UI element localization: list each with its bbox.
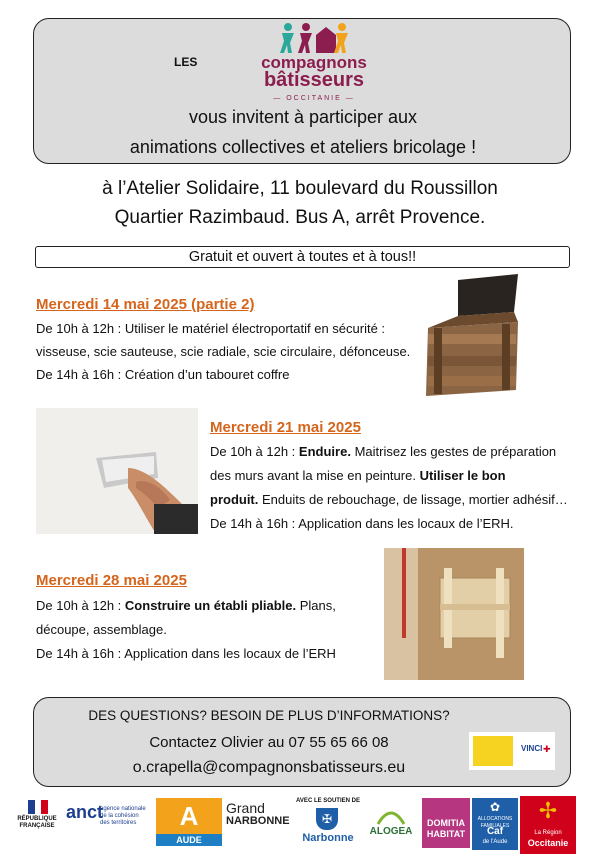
alogea-leaf-icon — [376, 806, 406, 826]
vinci-label: VINCI — [521, 744, 543, 753]
fondation-vinci-logo — [469, 732, 555, 770]
session-2-text-1: Maitrisez les gestes de préparation — [354, 444, 557, 459]
habitat-label: HABITAT — [426, 829, 466, 839]
alogea-logo — [366, 806, 416, 846]
domitia-label: DOMITIA — [427, 818, 465, 828]
session-2-bold-1: Enduire. — [298, 444, 351, 459]
folding-workbench-photo — [384, 548, 524, 680]
contact-phone[interactable]: Contactez Olivier au 07 55 65 66 08 — [149, 734, 389, 751]
anct-logo — [66, 802, 146, 842]
logo-name-line2: bâtisseurs — [263, 69, 365, 91]
session-1-date: Mercredi 14 mai 2025 (partie 2) — [36, 296, 255, 313]
caf-allocations-label: ALLOCATIONS FAMILIALES — [477, 816, 513, 829]
session-2-line-4 — [210, 516, 514, 531]
region-occitanie-logo — [520, 796, 576, 854]
session-1-line-3 — [36, 367, 289, 382]
session-1-text-1: Utiliser le matériel électroportatif en sécurité : — [124, 321, 386, 336]
session-1-time-am: De 10h à 12h : — [36, 321, 122, 336]
people-houses-icon — [244, 21, 384, 55]
free-banner: Gratuit et ouvert à toutes et à tous!! — [35, 246, 570, 268]
caf-flower-icon: ✿ — [489, 800, 501, 814]
marianne-icon — [28, 800, 48, 814]
ville-narbonne-logo — [296, 798, 360, 848]
session-3-line-2: découpe, assemblage. — [36, 622, 167, 637]
republique-label: RÉPUBLIQUE FRANÇAISE — [17, 816, 57, 829]
caf-aude-label: de l'Aude — [482, 839, 508, 845]
narbonne-label: NARBONNE — [226, 815, 290, 827]
session-1-line-2: visseuse, scie sauteuse, scie radiale, scie circulaire, défonceuse. — [36, 344, 411, 359]
session-2-line-3 — [210, 492, 568, 507]
grand-label: Grand — [226, 800, 265, 816]
invite-line-2: animations collectives et ateliers bricolage ! — [129, 137, 477, 157]
session-2-line-2 — [210, 468, 506, 483]
session-3-line-1 — [36, 598, 336, 613]
logo-region: — OCCITANIE — — [273, 95, 355, 102]
les-label: LES — [174, 55, 198, 69]
foundation-yellow-block — [473, 736, 513, 766]
session-3-time-am: De 10h à 12h : — [36, 598, 122, 613]
narbonne-city-label: Narbonne — [302, 832, 354, 844]
session-3-date: Mercredi 28 mai 2025 — [36, 572, 187, 589]
session-2-time-pm: De 14h à 16h : — [210, 516, 296, 531]
stool-chest-icon — [418, 272, 522, 400]
session-3-text-1: Plans, — [299, 598, 336, 613]
anct-short-label: anct — [66, 802, 104, 822]
header-box — [33, 18, 571, 164]
session-3-line-3 — [36, 646, 336, 661]
contact-box — [33, 697, 571, 787]
session-1-text-3: Création d’un tabouret coffre — [124, 367, 290, 382]
address-line-1: à l’Atelier Solidaire, 11 boulevard du Roussillon — [102, 178, 498, 199]
contact-question: DES QUESTIONS? BESOIN DE PLUS D’INFORMATIONS? — [88, 708, 450, 723]
logo-name-line1: compagnons — [261, 53, 367, 72]
contact-email[interactable]: o.crapella@compagnonsbatisseurs.eu — [132, 759, 406, 776]
session-1-time-pm: De 14h à 16h : — [36, 367, 122, 382]
soutien-label: AVEC LE SOUTIEN DE — [296, 798, 360, 804]
caf-label: Caf — [486, 826, 504, 837]
session-2-bold-2: Utiliser le bon — [419, 468, 506, 483]
plastering-icon — [36, 408, 198, 534]
session-2-date: Mercredi 21 mai 2025 — [210, 419, 361, 436]
domitia-habitat-logo — [422, 798, 470, 848]
address-line-2: Quartier Razimbaud. Bus A, arrêt Provence. — [114, 207, 486, 228]
narbonne-shield-icon: ✠ — [316, 808, 338, 830]
session-3-text-3: Application dans les locaux de l’ERH — [124, 646, 336, 661]
workbench-icon — [384, 548, 524, 680]
session-2-line-1 — [210, 444, 556, 459]
plastering-photo — [36, 408, 198, 534]
session-2-bold-3: produit. — [210, 492, 259, 507]
republique-francaise-logo — [14, 800, 60, 844]
session-2-text-4: Application dans les locaux de l’ERH. — [298, 516, 514, 531]
occitan-cross-icon: ✢ — [538, 798, 558, 823]
aude-label: AUDE — [156, 834, 222, 846]
session-3-bold-1: Construire un établi pliable. — [124, 598, 297, 613]
aude-a-icon: A — [156, 798, 222, 834]
caf-aude-logo — [472, 798, 518, 850]
session-2-text-3: Enduits de rebouchage, de lissage, mortier adhésif… — [262, 492, 568, 507]
grand-narbonne-logo — [226, 800, 292, 840]
compagnons-batisseurs-logo — [244, 21, 384, 119]
invite-line-1: vous invitent à participer aux — [188, 107, 418, 127]
stool-chest-photo — [418, 272, 522, 400]
vinci-cross-icon: ✚ — [543, 744, 551, 754]
anct-long-label: agence nationale de la cohésion des territoires — [100, 806, 146, 826]
session-1-line-1 — [36, 321, 385, 336]
alogea-label: ALOGEA — [369, 826, 413, 837]
session-3-time-pm: De 14h à 16h : — [36, 646, 122, 661]
session-2-time-am: De 10h à 12h : — [210, 444, 296, 459]
session-2-text-2: des murs avant la mise en peinture. — [210, 468, 416, 483]
occitanie-label: Occitanie — [527, 838, 569, 848]
region-label: La Région — [534, 830, 562, 836]
aude-logo — [156, 798, 222, 848]
